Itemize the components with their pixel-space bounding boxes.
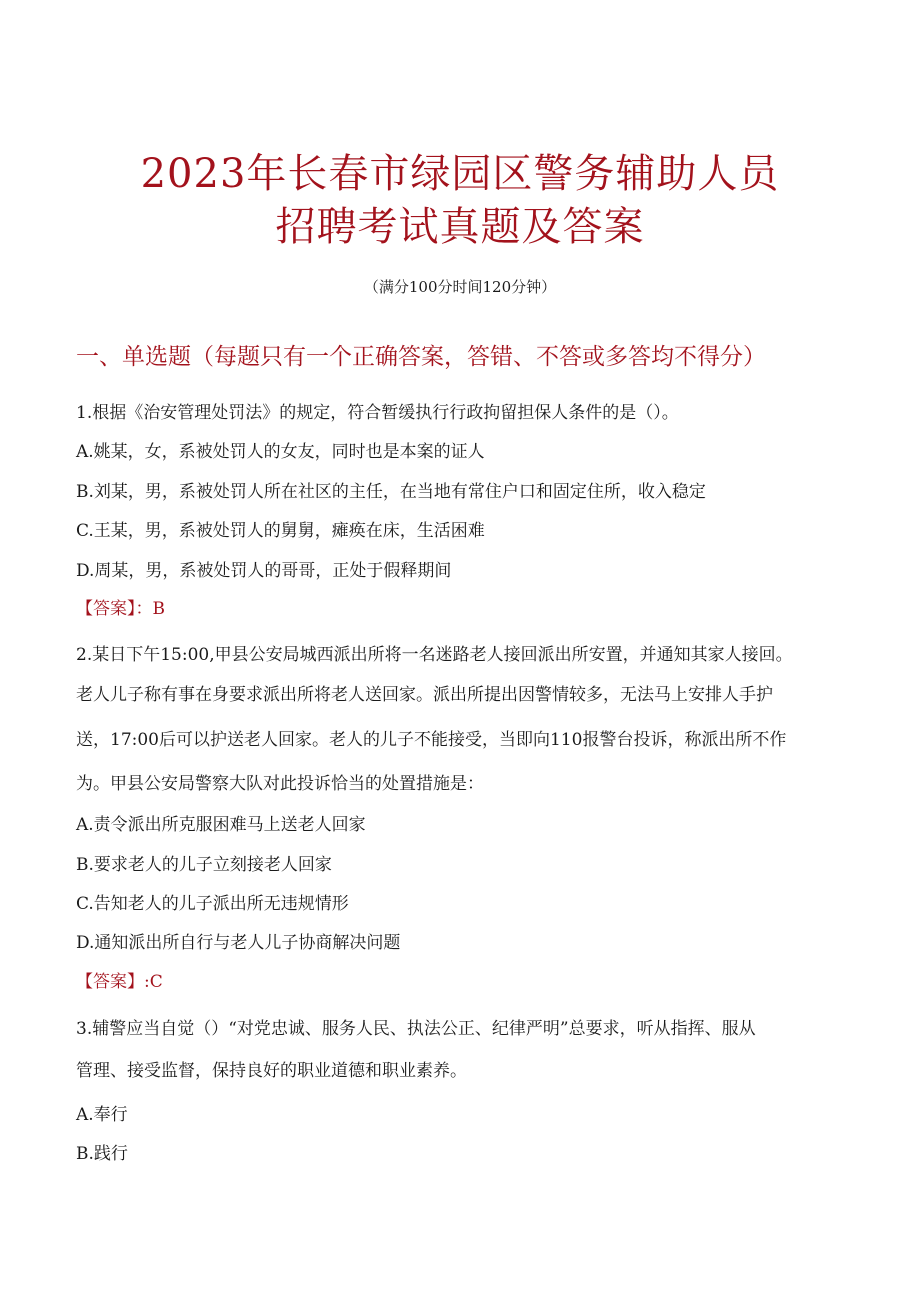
question-1-option-d: D.周某，男，系被处罚人的哥哥，正处于假释期间 <box>76 561 452 581</box>
question-3-option-a: A.奉行 <box>76 1105 128 1125</box>
question-1-option-b: B.刘某，男，系被处罚人所在社区的主任，在当地有常住户口和固定住所，收入稳定 <box>76 482 706 502</box>
question-1-stem: 1.根据《治安管理处罚法》的规定，符合暂缓执行行政拘留担保人条件的是（）。 <box>76 403 679 423</box>
question-2-option-a: A.责令派出所克服困难马上送老人回家 <box>76 815 366 835</box>
question-3-stem-line2: 管理、接受监督，保持良好的职业道德和职业素养。 <box>76 1061 467 1081</box>
document-title-line1: 2023年长春市绿园区警务辅助人员 <box>140 151 780 197</box>
question-2-stem-line4: 为。甲县公安局警察大队对此投诉恰当的处置措施是： <box>76 774 484 794</box>
question-1-option-a: A.姚某，女，系被处罚人的女友，同时也是本案的证人 <box>76 442 485 462</box>
question-2-answer: 【答案】:C <box>76 972 163 992</box>
question-2-stem-line2: 老人儿子称有事在身要求派出所将老人送回家。派出所提出因警情较多，无法马上安排人手护 <box>76 685 773 705</box>
question-3-stem-line1: 3.辅警应当自觉（）“对党忠诚、服务人民、执法公正、纪律严明”总要求，听从指挥、服从 <box>76 1019 756 1039</box>
question-1-answer: 【答案】：B <box>76 599 165 619</box>
exam-info: （满分100分时间120分钟） <box>363 278 557 296</box>
question-2-stem-line1: 2.某日下午15:00,甲县公安局城西派出所将一名迷路老人接回派出所安置，并通知其家人接回。 <box>76 645 793 665</box>
question-2-stem-line3: 送，17:00后可以护送老人回家。老人的儿子不能接受，当即向110报警台投诉，称派出所不作 <box>76 730 787 750</box>
question-2-option-c: C.告知老人的儿子派出所无违规情形 <box>76 894 349 914</box>
question-2-option-b: B.要求老人的儿子立刻接老人回家 <box>76 855 332 875</box>
question-2-option-d: D.通知派出所自行与老人儿子协商解决问题 <box>76 933 401 953</box>
question-3-option-b: B.践行 <box>76 1144 128 1164</box>
section-heading: 一、单选题（每题只有一个正确答案，答错、不答或多答均不得分） <box>76 344 766 370</box>
document-title-line2: 招聘考试真题及答案 <box>275 204 645 250</box>
question-1-option-c: C.王某，男，系被处罚人的舅舅，瘫痪在床，生活困难 <box>76 521 485 541</box>
